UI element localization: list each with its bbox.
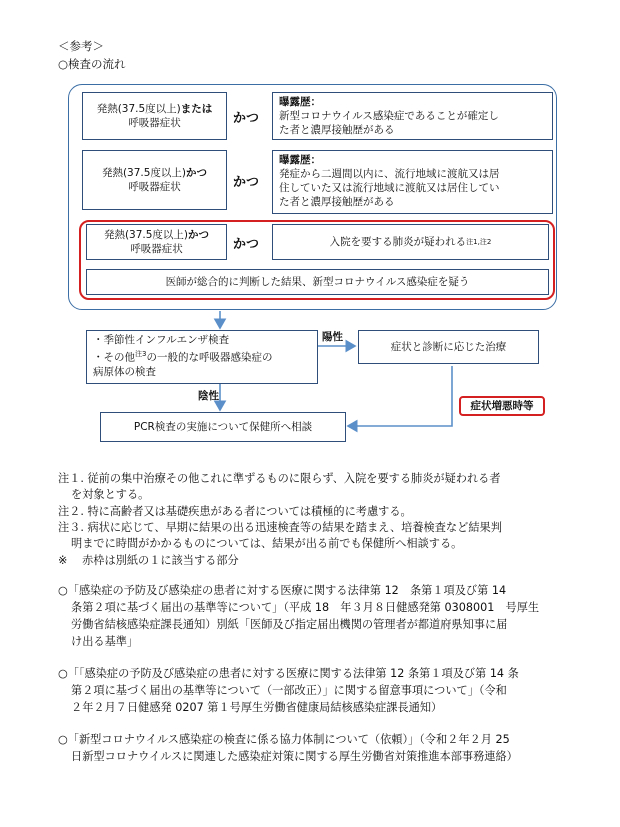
ref2-line2: 第２項に基づく届出の基準等について（一部改正）」に関する留意事項について」（令和	[71, 684, 507, 697]
pcr-consult-text: PCR検査の実施について保健所へ相談	[133, 421, 313, 433]
row3-pneumonia-text: 入院を要する肺炎が疑われる	[329, 236, 467, 248]
tests-line1: ・季節性インフルエンザ検査	[93, 334, 230, 346]
row2-and-inline: かつ	[186, 167, 208, 179]
ref1-line3: 労働省結核感染症課長通知）別紙「医師及び指定届出機関の管理者が都道府県知事に届	[71, 618, 508, 631]
doctor-judgement-text: 医師が総合的に判断した結果、新型コロナウイルス感染症を疑う	[165, 276, 470, 288]
ref3-line2: 日新型コロナウイルスに関連した感染症対策に関する厚生労働省対策推進本部事務連絡）	[71, 750, 518, 763]
row2-exposure-line3: た者と濃厚接触歴がある	[279, 196, 395, 208]
worsening-badge	[459, 396, 545, 416]
row3-note-ref: 注1,注2	[466, 238, 492, 246]
arrow-worsening-to-pcr	[348, 366, 452, 426]
row1-or: または	[180, 103, 213, 115]
note1-line2: を対象とする。	[71, 488, 150, 501]
tests-line2a: ・その他	[93, 351, 135, 364]
row1-exposure-line1: 新型コロナウイルス感染症であることが確定し	[279, 110, 499, 122]
ref3-line1: ○「新型コロナウイルス感染症の検査に係る協力体制について（依頼）」（令和２年２月 25	[58, 733, 510, 746]
ref2-line1: ○「「感染症の予防及び感染症の患者に対する医療に関する法律第 12 条第１項及び第 14 条	[58, 667, 519, 680]
row1-respiratory: 呼吸器症状	[128, 117, 181, 129]
note2: 注２. 特に高齢者又は基礎疾患がある者については積極的に考慮する。	[58, 505, 412, 518]
flow-title: ○検査の流れ	[58, 57, 126, 71]
treatment-text: 症状と診断に応じた治療	[390, 341, 507, 353]
note1-line1: 注１. 従前の集中治療その他これに準ずるものに限らず、入院を要する肺炎が疑われる者	[58, 472, 501, 485]
row2-exposure-title: 曝露歴：	[279, 154, 321, 166]
pcr-consult-box	[100, 412, 346, 442]
row3-respiratory: 呼吸器症状	[130, 243, 183, 255]
reference-heading: ＜参考＞	[58, 39, 104, 53]
note3-line1: 注３. 病状に応じて、早期に結果の出る迅速検査等の結果を踏まえ、培養検査など結果判	[58, 521, 502, 534]
negative-label: 陰性	[198, 390, 219, 402]
row1-exposure-title: 曝露歴：	[279, 96, 321, 108]
ref1-line4: け出る基準」	[71, 635, 139, 648]
row2-exposure-line1: 発症から二週間以内に、流行地域に渡航又は居	[279, 168, 500, 180]
red-frame-note: ※ 赤枠は別紙の１に該当する部分	[58, 554, 239, 567]
tests-line3: 病原体の検査	[93, 365, 156, 378]
positive-label: 陽性	[322, 331, 343, 343]
row1-fever: 発熱(37.5度以上)	[96, 103, 181, 115]
tests-line2b: の一般的な呼吸器感染症の	[146, 351, 273, 364]
ref1-line1: ○「感染症の予防及び感染症の患者に対する医療に関する法律第 12 条第１項及び第 14	[58, 584, 507, 597]
note3-line2: 明までに時間がかかるものについては、結果が出る前でも保健所へ相談する。	[71, 537, 463, 550]
treatment-box	[358, 330, 539, 364]
row3-and-inline: かつ	[188, 229, 210, 241]
row1-exposure-line2: た者と濃厚接触歴がある	[279, 124, 395, 136]
other-tests-box	[86, 330, 318, 384]
row2-exposure-line2: 住していた又は流行地域に渡航又は居住してい	[279, 182, 500, 194]
row1-and: かつ	[233, 111, 260, 126]
row2-fever: 発熱(37.5度以上)	[101, 167, 187, 179]
worsening-text: 症状増悪時等	[470, 400, 534, 412]
row2-respiratory: 呼吸器症状	[128, 181, 181, 193]
row3-fever: 発熱(37.5度以上)	[103, 229, 189, 241]
tests-note-ref: 注3	[135, 350, 147, 358]
ref2-line3: ２年２月７日健感発 0207 第１号厚生労働省健康局結核感染症課長通知）	[71, 701, 443, 714]
ref1-line2: 条第２項に基づく届出の基準等について」（平成 18 年３月８日健感発第 0308001 号厚生	[71, 601, 540, 614]
row3-and: かつ	[233, 237, 260, 252]
row2-and: かつ	[233, 175, 260, 190]
